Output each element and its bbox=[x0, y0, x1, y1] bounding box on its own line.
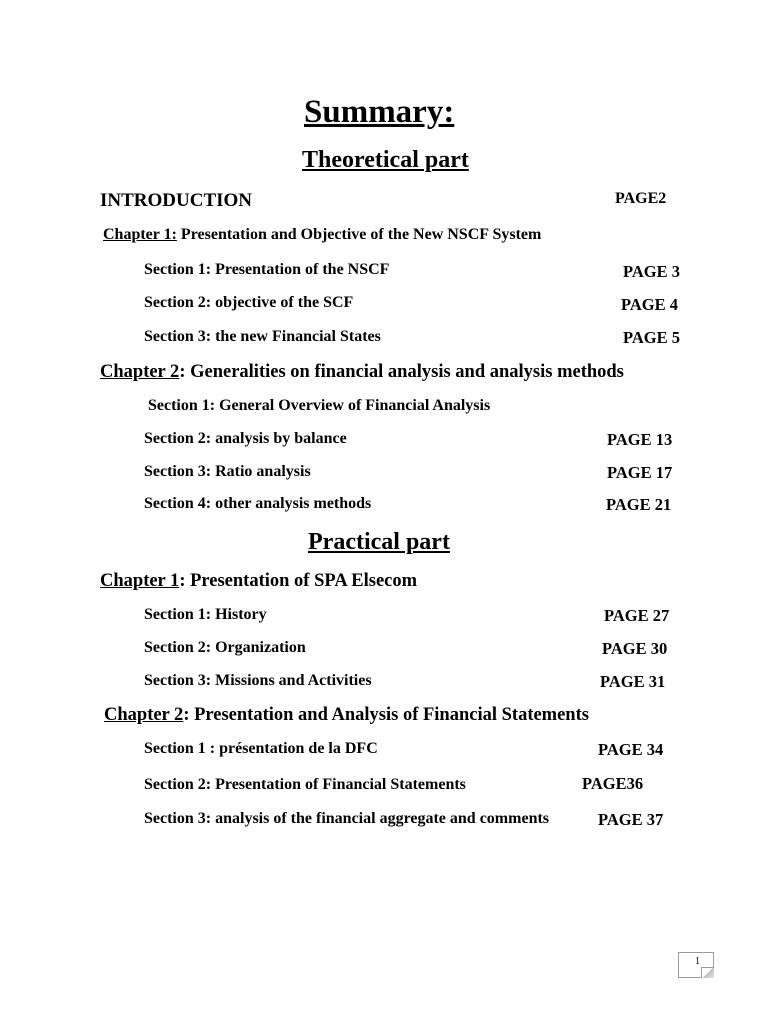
theory-ch2-section-2-page: PAGE 13 bbox=[607, 430, 673, 449]
theory-ch2-section-2: Section 2: analysis by balance bbox=[144, 430, 347, 447]
theory-ch1-section-3-page: PAGE 5 bbox=[623, 328, 680, 347]
practical-ch2-section-2-page: PAGE36 bbox=[582, 774, 644, 793]
theory-ch2-section-4: Section 4: other analysis methods bbox=[144, 495, 372, 512]
theory-ch2-section-3: Section 3: Ratio analysis bbox=[144, 463, 311, 480]
theory-ch2-section-3-page: PAGE 17 bbox=[607, 463, 673, 482]
chapter-title: : Presentation of SPA Elsecom bbox=[179, 571, 418, 591]
practical-part-heading: Practical part bbox=[308, 529, 450, 555]
chapter-prefix: Chapter 2 bbox=[100, 362, 180, 382]
practical-ch1-section-1: Section 1: History bbox=[144, 606, 267, 623]
practical-ch2-section-3: Section 3: analysis of the financial aggregate and comments bbox=[144, 810, 550, 827]
practical-chapter-2-heading bbox=[104, 705, 589, 726]
chapter-prefix: Chapter 2 bbox=[104, 705, 184, 725]
chapter-title: : Generalities on financial analysis and analysis methods bbox=[179, 362, 624, 382]
page-curl-icon bbox=[701, 967, 714, 978]
theory-ch1-section-3: Section 3: the new Financial States bbox=[144, 328, 381, 345]
introduction-label: INTRODUCTION bbox=[100, 190, 253, 211]
chapter-prefix: Chapter 1: bbox=[103, 226, 177, 243]
theory-ch1-section-2: Section 2: objective of the SCF bbox=[144, 294, 354, 311]
practical-ch2-section-3-page: PAGE 37 bbox=[598, 810, 664, 829]
theory-ch1-section-1: Section 1: Presentation of the NSCF bbox=[144, 261, 390, 278]
practical-ch1-section-3-page: PAGE 31 bbox=[600, 672, 666, 691]
practical-chapter-1-heading bbox=[100, 571, 417, 592]
practical-ch1-section-3: Section 3: Missions and Activities bbox=[144, 672, 372, 689]
theory-ch2-section-4-page: PAGE 21 bbox=[606, 495, 672, 514]
theory-chapter-2-heading bbox=[100, 362, 624, 383]
theory-ch1-section-1-page: PAGE 3 bbox=[623, 262, 680, 281]
summary-title: Summary: bbox=[304, 94, 455, 130]
practical-ch1-section-2: Section 2: Organization bbox=[144, 639, 306, 656]
practical-ch1-section-2-page: PAGE 30 bbox=[602, 639, 668, 658]
chapter-title: Presentation and Objective of the New NSCF System bbox=[176, 226, 542, 243]
theory-ch1-section-2-page: PAGE 4 bbox=[621, 295, 678, 314]
introduction-page: PAGE2 bbox=[615, 190, 667, 207]
chapter-title: : Presentation and Analysis of Financial Statements bbox=[183, 705, 589, 725]
practical-ch2-section-1-page: PAGE 34 bbox=[598, 740, 664, 759]
theory-chapter-1-heading bbox=[103, 226, 541, 244]
practical-ch1-section-1-page: PAGE 27 bbox=[604, 606, 670, 625]
page-number-box bbox=[678, 952, 714, 978]
theory-ch2-section-1: Section 1: General Overview of Financial Analysis bbox=[148, 397, 491, 414]
practical-ch2-section-2: Section 2: Presentation of Financial Statements bbox=[144, 776, 466, 793]
page-number: 1 bbox=[695, 956, 700, 967]
chapter-prefix: Chapter 1 bbox=[100, 571, 180, 591]
theoretical-part-heading: Theoretical part bbox=[302, 147, 469, 173]
practical-ch2-section-1: Section 1 : présentation de la DFC bbox=[144, 740, 378, 757]
